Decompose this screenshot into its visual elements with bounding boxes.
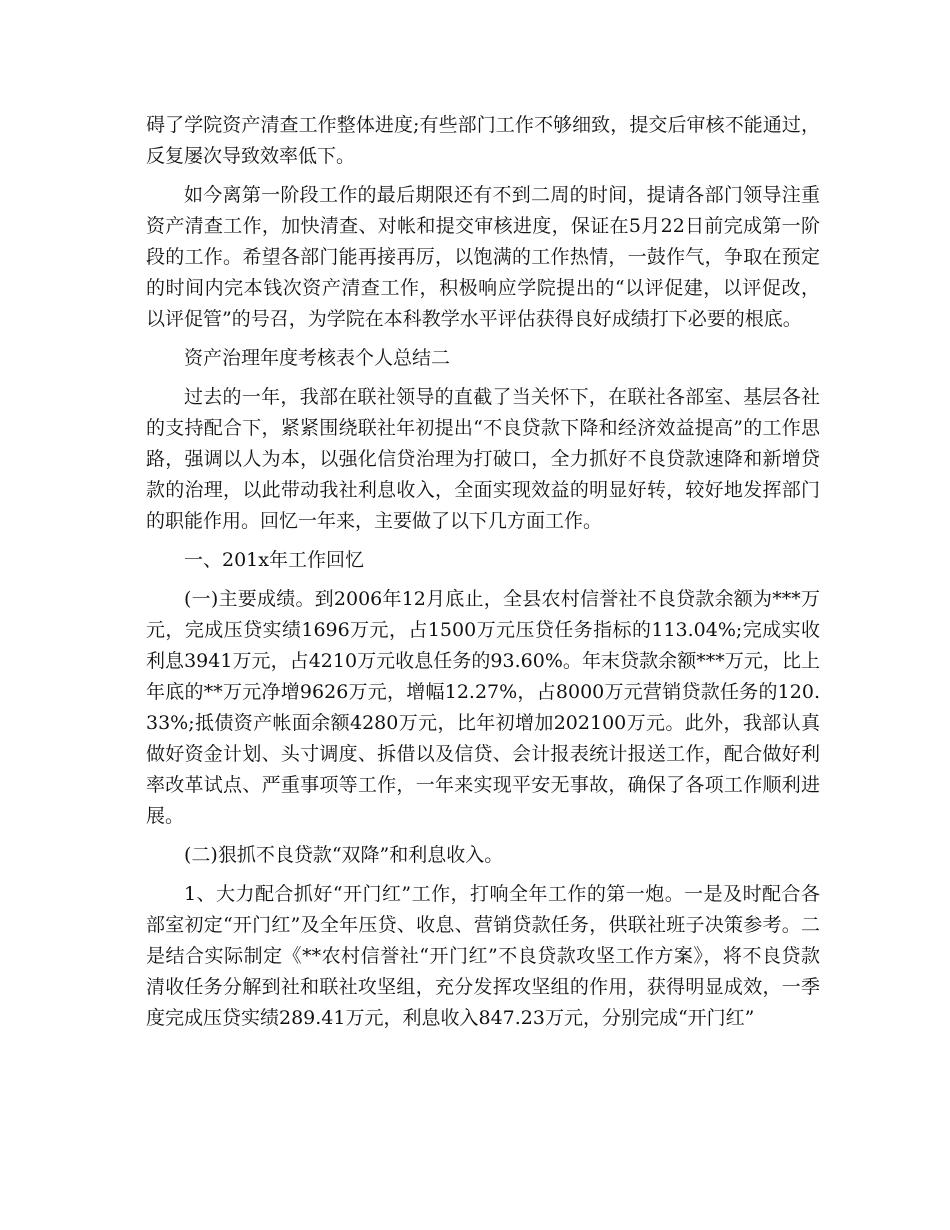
paragraph-opening: 1、大力配合抓好“开门红”工作，打响全年工作的第一炮。一是及时配合各部室初定“开门红”及全年压贷、收息、营销贷款任务，供联社班子决策参考。二是结合实际制定《**农村信誉社“开门红”不良贷款攻坚工作方案》，将不良贷款清收任务分解到社和联社攻坚组，充分发挥攻坚组的作用，获得明显成效，一季度完成压贷实绩289.41万元，利息收入847.23万元，分别完成“开门红” [146,883,820,1029]
subheading-review: 一、201x年工作回忆 [184,549,364,571]
paragraph-1: 碍了学院资产清查工作整体进度;有些部门工作不够细致，提交后审核不能通过，反复屡次导致效率低下。 [146,114,820,167]
paragraph-2: 如今离第一阶段工作的最后期限还有不到二周的时间，提请各部门领导注重资产清查工作，加快清查、对帐和提交审核进度，保证在5月22日前完成第一阶段的工作。希望各部门能再接再厉，以饱满的工作热情，一鼓作气，争取在预定的时间内完本钱次资产清查工作，积极响应学院提出的“以评促建，以评促改，以评促管”的号召，为学院在本科教学水平评估获得良好成绩打下必要的根底。 [146,184,820,330]
subheading-double-reduction: (二)狠抓不良贷款“双降”和利息收入。 [184,844,504,866]
paragraph-achievements: (一)主要成绩。到2006年12月底止，全县农村信誉社不良贷款余额为***万元，完成压贷实绩1696万元，占1500万元压贷任务指标的113.04%;完成实收利息3941万元，占4210万元收息任务的93.60%。年末贷款余额***万元，比上年底的**万元净增9626万元，增幅12.27%，占8000万元营销贷款任务的120.33%;抵债资产帐面余额4280万元，比年初增加202100万元。此外，我部认真做好资金计划、头寸调度、拆借以及信贷、会计报表统计报送工作，配合做好利率改革试点、严重事项等工作，一年来实现平安无事故，确保了各项工作顺利进展。 [146,588,820,827]
paragraph-3: 过去的一年，我部在联社领导的直截了当关怀下，在联社各部室、基层各社的支持配合下，紧紧围绕联社年初提出“不良贷款下降和经济效益提高”的工作思路，强调以人为本，以强化信贷治理为打破口，全力抓好不良贷款速降和新增贷款的治理，以此带动我社利息收入，全面实现效益的明显好转，较好地发挥部门的职能作用。回忆一年来，主要做了以下几方面工作。 [146,386,820,532]
section-heading: 资产治理年度考核表个人总结二 [184,347,451,369]
